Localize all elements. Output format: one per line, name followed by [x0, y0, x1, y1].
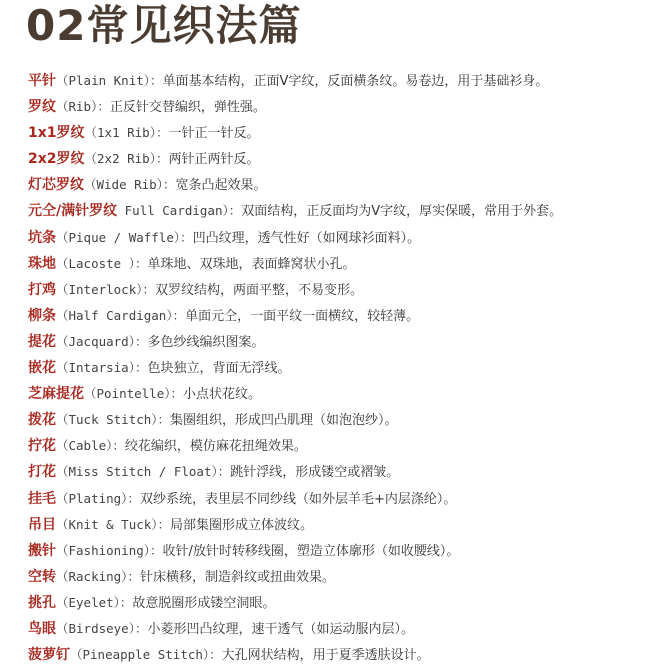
stitch-list: [28, 68, 660, 668]
list-item: [28, 590, 660, 616]
term-desc: 两针正两针反。: [168, 152, 260, 168]
term-zh: 芝麻提花: [28, 386, 84, 403]
list-item: [28, 251, 660, 277]
list-item: [28, 616, 660, 642]
term-en: （Wide Rib）：: [84, 177, 176, 193]
term-zh: 灯芯罗纹: [28, 177, 84, 194]
term-en: （Cable）：: [56, 438, 125, 454]
term-en: （Jacquard）：: [56, 333, 148, 349]
term-desc: 宽条凸起效果。: [175, 178, 267, 194]
term-zh: 搬针: [28, 542, 56, 559]
term-en: （Racking）：: [56, 568, 140, 584]
term-en: （Pointelle）：: [84, 386, 183, 402]
term-zh: 2x2罗纹: [28, 151, 85, 168]
list-item: [28, 538, 660, 564]
term-desc: 多色纱线编织图案。: [147, 334, 265, 350]
term-en: （Plating）：: [56, 490, 140, 506]
term-en: Full Cardigan）：: [117, 203, 242, 219]
term-desc: 凹凸纹理，透气性好（如网球衫面料）。: [192, 230, 421, 246]
list-item: [28, 512, 660, 538]
list-item: [28, 68, 660, 94]
term-desc: 跳针浮线，形成镂空或褶皱。: [230, 465, 400, 481]
term-zh: 柳条: [28, 307, 56, 324]
term-desc: 单珠地、双珠地，表面蜂窝状小孔。: [147, 256, 356, 272]
term-desc: 小点状花纹。: [182, 387, 261, 403]
term-en: （Miss Stitch / Float）：: [56, 464, 231, 480]
term-zh: 平针: [28, 73, 56, 89]
term-en: （Fashioning）：: [56, 542, 163, 558]
term-en: （Knit & Tuck）：: [56, 516, 171, 532]
list-item: [28, 407, 660, 433]
term-en: （Intarsia）：: [56, 360, 148, 376]
term-zh: 挂毛: [28, 490, 56, 507]
term-desc: 一针正一针反。: [168, 126, 260, 142]
term-zh: 打鸡: [28, 281, 56, 298]
list-item: [28, 172, 660, 198]
list-item: [28, 459, 660, 485]
term-desc: 绞花编织，模仿麻花扭绳效果。: [124, 439, 307, 455]
term-en: （Rib）：: [56, 99, 110, 115]
term-desc: 单面基本结构，正面V字纹，反面横条纹。易卷边，用于基础衫身。: [162, 74, 549, 89]
term-zh: 罗纹: [28, 99, 56, 116]
term-zh: 嵌花: [28, 360, 56, 377]
term-zh: 鸟眼: [28, 620, 56, 637]
term-desc: 故意脱圈形成镂空洞眼。: [132, 595, 276, 611]
term-desc: 小菱形凹凸纹理，速干透气（如运动服内层）。: [147, 621, 414, 637]
term-desc: 大孔网状结构，用于夏季透肤设计。: [221, 648, 430, 664]
term-zh: 空转: [28, 568, 56, 585]
list-item: [28, 198, 660, 224]
term-zh: 1x1罗纹: [28, 125, 85, 142]
term-en: （Interlock）：: [56, 281, 155, 297]
list-item: [28, 277, 660, 303]
term-desc: 双面结构，正反面均为V字纹，厚实保暖，常用于外套。: [241, 204, 563, 220]
term-en: （Lacoste ）：: [56, 255, 148, 271]
page-title: 02常见织法篇: [26, 1, 302, 50]
term-zh: 挑孔: [28, 594, 56, 611]
term-zh: 吊目: [28, 516, 56, 533]
term-zh: 元仝/满针罗纹: [28, 203, 118, 220]
term-zh: 拧花: [28, 438, 56, 455]
list-item: [28, 642, 660, 668]
term-zh: 拨花: [28, 412, 56, 429]
term-en: （Tuck Stitch）：: [56, 412, 171, 428]
term-zh: 珠地: [28, 255, 56, 272]
term-en: （Pique / Waffle）：: [56, 229, 193, 245]
term-desc: 双纱系统，表里层不同纱线（如外层羊毛+内层涤纶）。: [139, 491, 457, 507]
term-desc: 双罗纹结构，两面平整，不易变形。: [154, 282, 363, 298]
list-item: [28, 486, 660, 512]
term-desc: 收针/放针时转移线圈，塑造立体廓形（如收腰线）。: [162, 543, 460, 559]
list-item: [28, 146, 660, 172]
term-en: （Half Cardigan）：: [56, 307, 186, 323]
term-en: （Plain Knit）：: [56, 73, 163, 88]
list-item: [28, 433, 660, 459]
term-desc: 色块独立，背面无浮线。: [147, 361, 291, 377]
term-desc: 单面元仝，一面平纹一面横纹，较轻薄。: [185, 308, 420, 324]
term-en: （Pineapple Stitch）：: [70, 647, 222, 663]
term-zh: 打花: [28, 464, 56, 481]
list-item: [28, 94, 660, 120]
list-item: [28, 381, 660, 407]
term-zh: 菠萝钉: [28, 647, 70, 664]
term-en: （2x2 Rib）：: [84, 151, 169, 167]
term-desc: 正反针交替编织，弹性强。: [109, 100, 266, 116]
list-item: [28, 303, 660, 329]
term-desc: 针床横移，制造斜纹或扭曲效果。: [139, 569, 335, 585]
list-item: [28, 120, 660, 146]
term-zh: 提花: [28, 333, 56, 350]
list-item: [28, 564, 660, 590]
term-zh: 坑条: [28, 229, 56, 246]
list-item: [28, 225, 660, 251]
term-en: （Birdseye）：: [56, 620, 148, 636]
term-en: （Eyelet）：: [56, 594, 133, 610]
list-item: [28, 355, 660, 381]
term-en: （1x1 Rib）：: [84, 125, 169, 141]
term-desc: 局部集圈形成立体波纹。: [170, 517, 314, 533]
list-item: [28, 329, 660, 355]
term-desc: 集圈组织，形成凹凸肌理（如泡泡纱）。: [170, 413, 398, 429]
